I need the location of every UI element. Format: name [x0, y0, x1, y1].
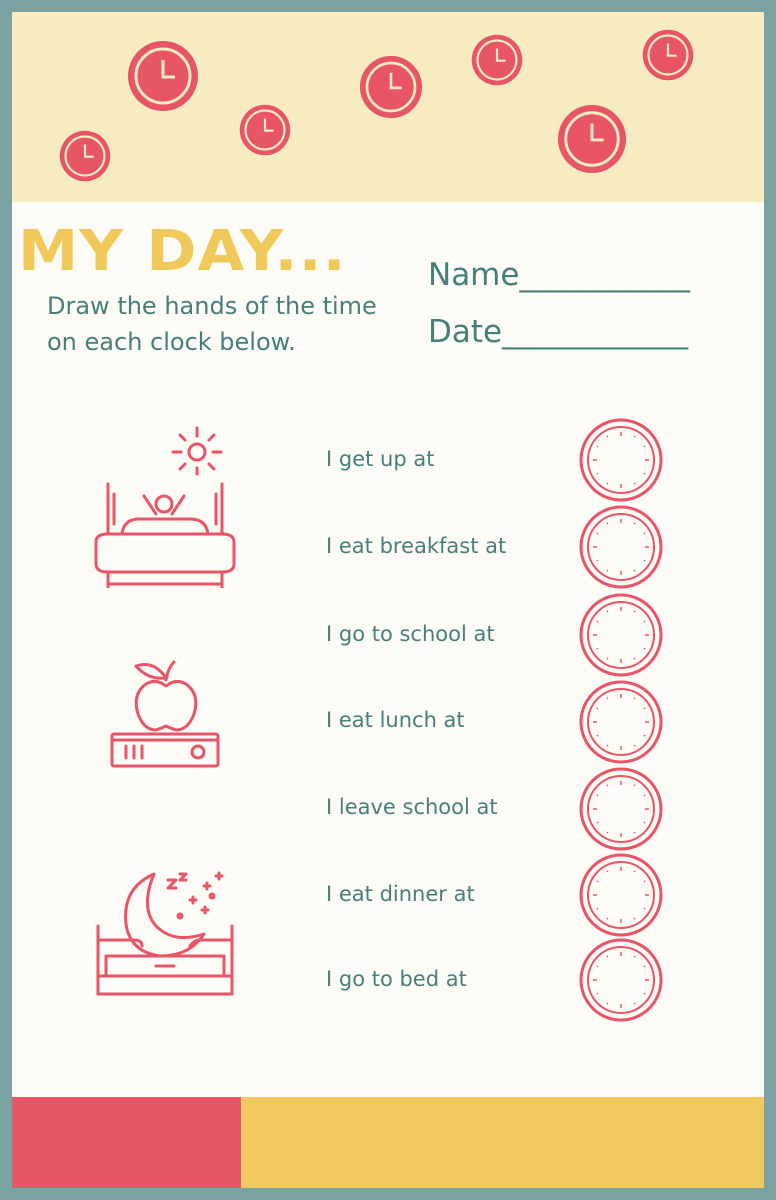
apple-on-book-icon: [108, 656, 222, 770]
blank-clock-face-5[interactable]: [578, 766, 664, 852]
blank-clock-face-4[interactable]: [578, 679, 664, 765]
row-label-dinner: I eat dinner at: [326, 882, 475, 906]
clock-icon: [557, 104, 627, 174]
instructions-text: Draw the hands of the time on each clock below.: [47, 292, 377, 356]
row-label-lunch: I eat lunch at: [326, 708, 465, 732]
footer-bar-yellow: [241, 1097, 764, 1188]
clock-icon: [642, 29, 694, 81]
clock-icon: [359, 55, 423, 119]
row-label-breakfast: I eat breakfast at: [326, 534, 507, 558]
clock-icon: [59, 130, 111, 182]
clock-icon: [127, 40, 199, 112]
blank-clock-face-1[interactable]: [578, 417, 664, 503]
decorative-header-band: [12, 12, 764, 202]
blank-clock-face-7[interactable]: [578, 937, 664, 1023]
bed-wakeup-icon: [94, 424, 236, 588]
clock-icon: [239, 104, 291, 156]
row-label-school: I go to school at: [326, 622, 495, 646]
worksheet-page: [12, 12, 764, 1188]
footer-bar-red: [12, 1097, 241, 1188]
page-title: MY DAY...: [18, 219, 347, 284]
row-label-bed: I go to bed at: [326, 967, 467, 991]
row-label-get-up: I get up at: [326, 447, 435, 471]
blank-clock-face-2[interactable]: [578, 504, 664, 590]
moon-sleep-bed-icon: [94, 870, 236, 998]
date-field[interactable]: Date____________: [428, 314, 689, 350]
blank-clock-face-3[interactable]: [578, 592, 664, 678]
blank-clock-face-6[interactable]: [578, 852, 664, 938]
clock-icon: [471, 34, 523, 86]
name-field[interactable]: Name___________: [428, 257, 690, 293]
row-label-leave-school: I leave school at: [326, 795, 498, 819]
